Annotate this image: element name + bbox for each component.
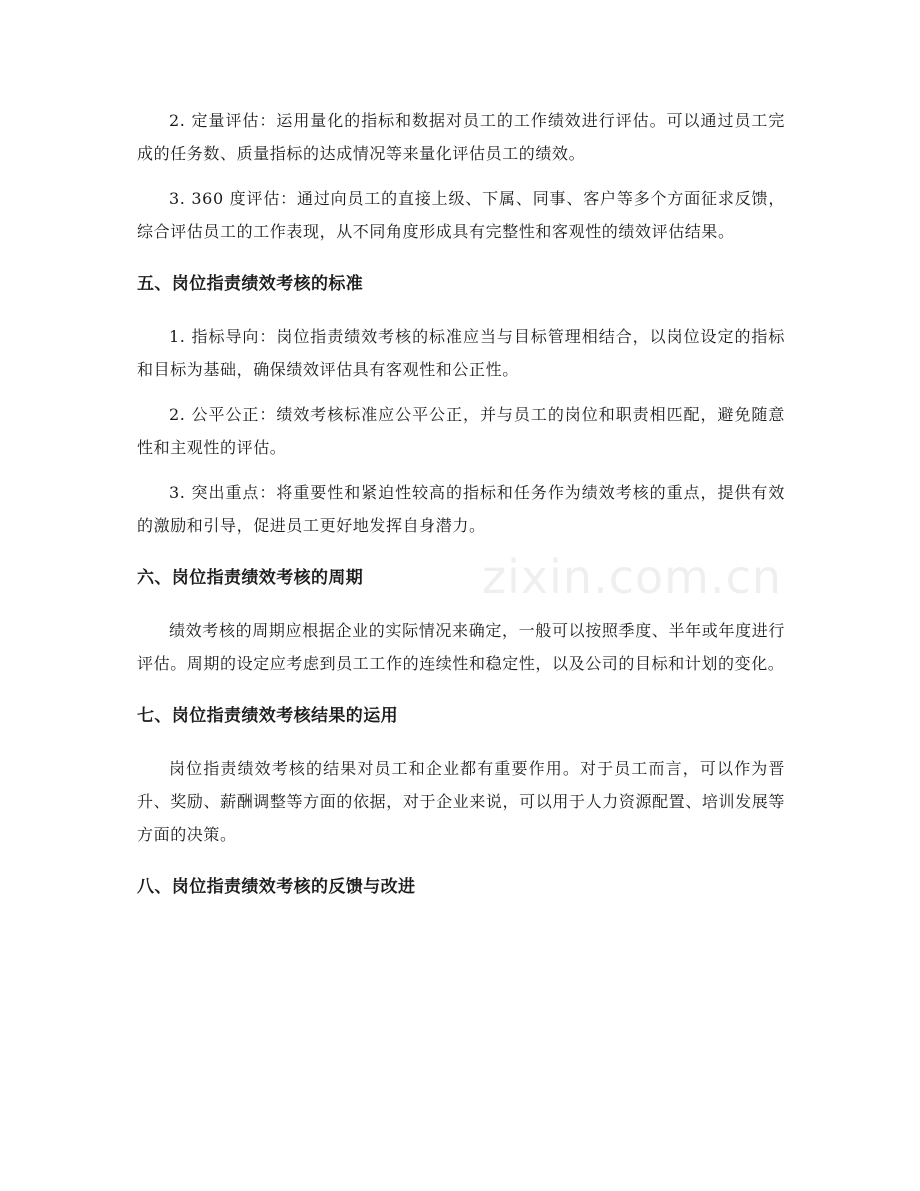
paragraph-indicator-oriented: 1. 指标导向：岗位指责绩效考核的标准应当与目标管理相结合，以岗位设定的指标和目标为基础，确保绩效评估具有客观性和公正性。 — [137, 327, 785, 379]
heading-section-7: 七、岗位指责绩效考核结果的运用 — [137, 706, 398, 726]
paragraph-quantitative-evaluation: 2. 定量评估：运用量化的指标和数据对员工的工作绩效进行评估。可以通过员工完成的任务数、质量指标的达成情况等来量化评估员工的绩效。 — [137, 111, 785, 163]
paragraph-result-application: 岗位指责绩效考核的结果对员工和企业都有重要作用。对于员工而言，可以作为晋升、奖励、薪酬调整等方面的依据，对于企业来说，可以用于人力资源配置、培训发展等方面的决策。 — [137, 759, 785, 844]
paragraph-highlight-priorities: 3. 突出重点：将重要性和紧迫性较高的指标和任务作为绩效考核的重点，提供有效的激励和引导，促进员工更好地发挥自身潜力。 — [137, 483, 785, 535]
heading-section-5: 五、岗位指责绩效考核的标准 — [137, 274, 364, 294]
watermark-text: zixin.com.cn — [482, 550, 783, 604]
heading-section-6: 六、岗位指责绩效考核的周期 — [137, 568, 364, 588]
document-body — [137, 104, 785, 902]
paragraph-fairness: 2. 公平公正：绩效考核标准应公平公正，并与员工的岗位和职责相匹配，避免随意性和主观性的评估。 — [137, 405, 785, 457]
heading-section-8: 八、岗位指责绩效考核的反馈与改进 — [137, 877, 416, 897]
paragraph-360-evaluation: 3. 360 度评估：通过向员工的直接上级、下属、同事、客户等多个方面征求反馈，综合评估员工的工作表现，从不同角度形成具有完整性和客观性的绩效评估结果。 — [137, 189, 785, 241]
paragraph-evaluation-cycle: 绩效考核的周期应根据企业的实际情况来确定，一般可以按照季度、半年或年度进行评估。周期的设定应考虑到员工工作的连续性和稳定性，以及公司的目标和计划的变化。 — [137, 621, 785, 673]
